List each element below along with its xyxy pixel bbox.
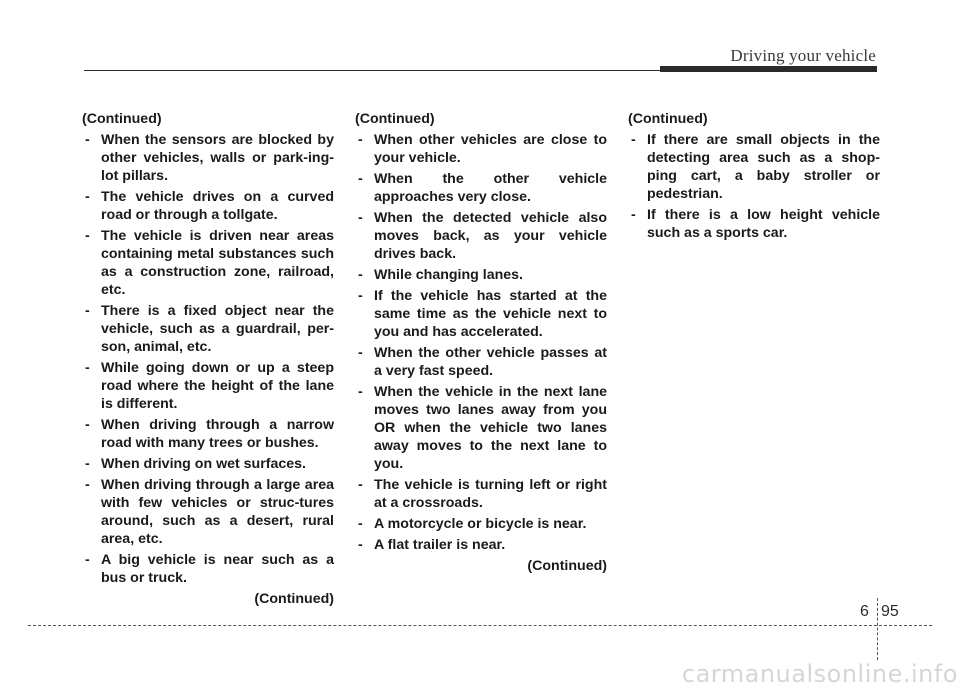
header-bar	[660, 66, 877, 72]
bullet-dash: -	[85, 228, 90, 244]
bullet-item	[355, 536, 607, 554]
bullet-item	[82, 302, 334, 356]
bullet-item	[82, 455, 334, 473]
continued-label-bottom: (Continued)	[254, 591, 334, 607]
bullet-item	[82, 551, 334, 587]
bullet-dash: -	[85, 303, 90, 319]
footer-rule	[28, 625, 932, 626]
bullet-item	[355, 209, 607, 263]
text-column-3	[628, 110, 880, 245]
bullet-item	[355, 131, 607, 167]
bullet-item	[355, 476, 607, 512]
bullet-item	[355, 383, 607, 473]
bullet-dash: -	[358, 516, 363, 532]
bullet-item	[82, 131, 334, 185]
bullet-dash: -	[85, 456, 90, 472]
bullet-dash: -	[85, 189, 90, 205]
bullet-item	[628, 131, 880, 203]
bullet-text: While changing lanes.	[374, 267, 523, 283]
bullet-text: When the sensors are blocked by other vehicles, walls or park-ing-lot pillars.	[101, 132, 334, 184]
bullet-text: If the vehicle has started at the same time as the vehicle next to you and has accelerated.	[374, 288, 607, 340]
bullet-list	[82, 131, 334, 587]
bullet-dash: -	[358, 288, 363, 304]
bullet-dash: -	[358, 537, 363, 553]
text-column-2	[355, 110, 607, 575]
bullet-text: A motorcycle or bicycle is near.	[374, 516, 587, 532]
bullet-text: When other vehicles are close to your vehicle.	[374, 132, 607, 166]
bullet-text: There is a fixed object near the vehicle, such as a guardrail, per-son, animal, etc.	[101, 303, 334, 355]
bullet-dash: -	[631, 207, 636, 223]
bullet-text: When the vehicle in the next lane moves two lanes away from you OR when the vehicle two lanes away moves to the next lane to you.	[374, 384, 607, 472]
page-number: 95	[881, 603, 899, 620]
continued-label-top: (Continued)	[355, 111, 435, 127]
bullet-item	[82, 227, 334, 299]
bullet-text: When driving through a narrow road with many trees or bushes.	[101, 417, 334, 451]
chapter-number: 6	[860, 603, 869, 620]
bullet-item	[82, 359, 334, 413]
bullet-dash: -	[85, 132, 90, 148]
header-rule	[84, 70, 660, 71]
bullet-dash: -	[358, 171, 363, 187]
bullet-dash: -	[358, 477, 363, 493]
bullet-item	[628, 206, 880, 242]
bullet-dash: -	[85, 417, 90, 433]
footer-divider	[877, 598, 878, 660]
bullet-dash: -	[85, 477, 90, 493]
bullet-item	[82, 416, 334, 452]
continued-label-top: (Continued)	[628, 111, 708, 127]
bullet-text: While going down or up a steep road where the height of the lane is different.	[101, 360, 334, 412]
bullet-dash: -	[358, 384, 363, 400]
bullet-dash: -	[358, 267, 363, 283]
bullet-dash: -	[85, 552, 90, 568]
bullet-dash: -	[85, 360, 90, 376]
bullet-text: The vehicle drives on a curved road or through a tollgate.	[101, 189, 334, 223]
continued-label-top: (Continued)	[82, 111, 162, 127]
bullet-dash: -	[358, 345, 363, 361]
bullet-dash: -	[631, 132, 636, 148]
bullet-item	[355, 515, 607, 533]
text-column-1	[82, 110, 334, 608]
bullet-text: The vehicle is turning left or right at a crossroads.	[374, 477, 607, 511]
continued-label-bottom: (Continued)	[527, 558, 607, 574]
bullet-dash: -	[358, 132, 363, 148]
bullet-item	[82, 476, 334, 548]
bullet-text: When driving through a large area with few vehicles or struc-tures around, such as a desert, rural area, etc.	[101, 477, 334, 547]
bullet-item	[355, 344, 607, 380]
section-title: Driving your vehicle	[730, 46, 876, 65]
bullet-text: If there are small objects in the detecting area such as a shop-ping cart, a baby stroller or pedestrian.	[647, 132, 880, 202]
bullet-item	[355, 287, 607, 341]
bullet-text: A big vehicle is near such as a bus or truck.	[101, 552, 334, 586]
bullet-text: When the detected vehicle also moves back, as your vehicle drives back.	[374, 210, 607, 262]
bullet-text: The vehicle is driven near areas containing metal substances such as a construction zone, railroad, etc.	[101, 228, 334, 298]
bullet-text: A flat trailer is near.	[374, 537, 506, 553]
bullet-dash: -	[358, 210, 363, 226]
bullet-text: When driving on wet surfaces.	[101, 456, 306, 472]
bullet-text: When the other vehicle passes at a very fast speed.	[374, 345, 607, 379]
bullet-text: When the other vehicle approaches very close.	[374, 171, 607, 205]
bullet-text: If there is a low height vehicle such as a sports car.	[647, 207, 880, 241]
bullet-list	[628, 131, 880, 242]
bullet-list	[355, 131, 607, 554]
bullet-item	[82, 188, 334, 224]
watermark: carmanualsonline.info	[681, 660, 958, 688]
bullet-item	[355, 170, 607, 206]
bullet-item	[355, 266, 607, 284]
